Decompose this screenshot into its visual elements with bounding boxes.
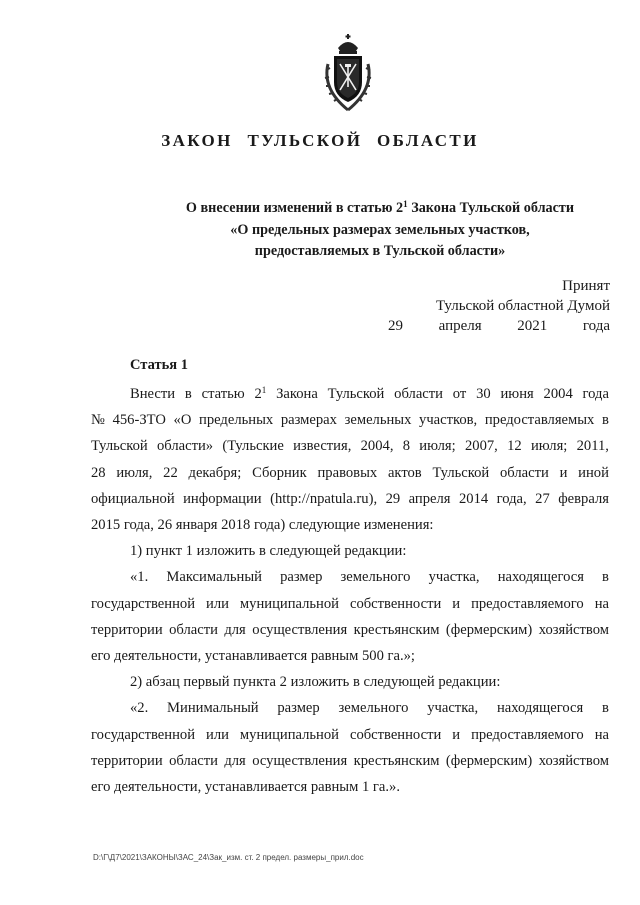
body-word: для (224, 752, 246, 769)
body-word: предоставляемых (484, 412, 595, 429)
body-word: (фермерским) (445, 621, 533, 638)
law-title: ЗАКОН ТУЛЬСКОЙ ОБЛАСТИ (161, 131, 479, 150)
body-word: «1. (130, 569, 149, 586)
body-word: размер (277, 700, 320, 717)
body-word: $2^1$ (254, 385, 267, 402)
body-word: 22 (163, 464, 178, 481)
body-word: земельного (340, 569, 411, 586)
body-word: предоставляемого (471, 726, 584, 743)
body-word: в (602, 569, 609, 586)
body-word: в (184, 386, 192, 402)
law-subject (60, 198, 640, 263)
subject-line-2: «О предельных размерах земельных участков, (230, 221, 530, 238)
body-word: предоставляемого (471, 595, 584, 612)
body-word: от (452, 386, 467, 402)
body-word: актов (387, 464, 422, 481)
body-word: размерах (280, 412, 337, 429)
body-word: (фермерским) (445, 752, 533, 769)
body-word: или (206, 595, 229, 612)
body-word: участков, (419, 412, 478, 429)
body-word: 12 (507, 438, 522, 455)
body-word: области» (156, 438, 214, 455)
article-body (91, 381, 609, 800)
body-word: участка, (428, 569, 480, 586)
tula-coat-of-arms-icon (316, 34, 380, 114)
body-word: «О (173, 412, 192, 429)
body-word: июля; (530, 438, 568, 455)
body-word: апреля (408, 490, 451, 507)
body-word: области (499, 464, 549, 481)
body-word: 456-ЗТО (112, 412, 166, 429)
body-word: официальной (91, 490, 175, 507)
body-word: июля; (419, 438, 456, 455)
body-word: собственности (349, 595, 442, 612)
body-line (91, 695, 609, 721)
body-word: июня (500, 386, 534, 402)
body-word: 27 (535, 490, 550, 507)
body-word: (Тульские (222, 438, 284, 455)
body-word: Тульской (91, 438, 148, 455)
body-word: находящегося (497, 569, 584, 586)
body-word: (http://npatula.ru), (270, 490, 378, 507)
body-line (91, 407, 609, 433)
body-word: области (169, 621, 218, 638)
body-word: иной (578, 464, 609, 481)
body-word: 29 (385, 490, 401, 507)
body-word: 2011, (576, 438, 609, 455)
body-word: 28 (91, 464, 106, 481)
body-line: 1) пункт 1 изложить в следующей редакции: (130, 543, 407, 560)
body-word: и (452, 726, 461, 743)
body-word: на (594, 726, 609, 743)
body-word: № (91, 412, 105, 429)
body-word: и (559, 464, 568, 481)
body-word: хозяйством (538, 752, 609, 769)
body-word: муниципальной (239, 595, 339, 612)
body-word: на (594, 595, 609, 612)
body-line (91, 722, 609, 748)
body-word: хозяйством (538, 621, 609, 638)
body-word: и (452, 595, 461, 612)
body-word: осуществления (252, 621, 348, 638)
body-word: июля, (116, 464, 153, 481)
body-line (91, 460, 609, 486)
body-word: муниципальной (239, 726, 339, 743)
body-word: земельных (344, 412, 412, 429)
body-line (91, 591, 609, 617)
file-path-footer: D:\Г\Д7\2021\ЗАКОНЫ\ЗАС_24\Зак_изм. ст. 2 предел. размеры_прил.doc (93, 853, 364, 862)
body-word: статью (201, 386, 245, 402)
body-word: февраля (558, 490, 609, 507)
article-title: Статья 1 (130, 357, 188, 373)
body-word: декабря; (188, 464, 242, 481)
body-word: области (394, 386, 443, 402)
body-word: Тульской (327, 386, 385, 402)
body-word: года, (496, 490, 527, 507)
body-word: государственной (91, 726, 196, 743)
body-word: территории (91, 752, 163, 769)
body-line: его деятельности, устанавливается равным 500 га.»; (91, 648, 415, 665)
body-word: для (224, 621, 246, 638)
body-line (91, 748, 609, 774)
body-word: известия, (293, 438, 352, 455)
body-word: 8 (402, 438, 411, 455)
body-line (91, 486, 609, 512)
body-word: или (206, 726, 229, 743)
adoption-block (370, 276, 610, 336)
body-word: «2. (130, 700, 149, 717)
body-line (91, 381, 609, 407)
body-word: информации (183, 490, 262, 507)
body-word: области (169, 752, 218, 769)
body-word: 2014 (458, 490, 489, 507)
body-word: государственной (91, 595, 196, 612)
body-line: 2) абзац первый пункта 2 изложить в следующей редакции: (130, 674, 501, 691)
body-word: территории (91, 621, 163, 638)
body-word: 30 (476, 386, 491, 402)
body-word: Сборник (252, 464, 307, 481)
body-line (91, 617, 609, 643)
subject-line-1: О внесении изменений в статью $2^1$ Закона Тульской области (185, 199, 575, 216)
body-word: 2004, (360, 438, 394, 455)
body-word: 2007, (464, 438, 498, 455)
body-word: в (601, 412, 609, 429)
body-line: его деятельности, устанавливается равным 1 га.». (91, 779, 400, 796)
body-word: размер (280, 569, 323, 586)
body-word: Закона (276, 386, 318, 402)
adopted-by: Тульской областной Думой (435, 298, 610, 314)
body-line: 2015 года, 26 января 2018 года) следующие изменения: (91, 517, 434, 534)
body-word: осуществления (252, 752, 348, 769)
body-word: находящегося (496, 700, 584, 717)
body-word: предельных (199, 412, 274, 429)
body-word: года (582, 386, 609, 402)
body-word: крестьянским (353, 621, 440, 638)
body-word: Внести (130, 386, 176, 402)
body-word: Тульской (432, 464, 490, 481)
adopted-label: Принят (562, 278, 610, 294)
body-word: в (602, 700, 609, 717)
body-word: Максимальный (166, 569, 262, 586)
body-word: собственности (349, 726, 442, 743)
body-word: правовых (317, 464, 378, 481)
body-word: земельного (338, 700, 409, 717)
body-word: участка, (427, 700, 479, 717)
body-line (91, 433, 609, 459)
body-word: Минимальный (167, 700, 259, 717)
body-line (91, 564, 609, 590)
body-word: крестьянским (353, 752, 440, 769)
body-word: 2004 (543, 386, 573, 402)
subject-line-3: предоставляемых в Тульской области» (254, 243, 506, 259)
adopted-date: 29 апреля 2021 года (388, 318, 610, 334)
